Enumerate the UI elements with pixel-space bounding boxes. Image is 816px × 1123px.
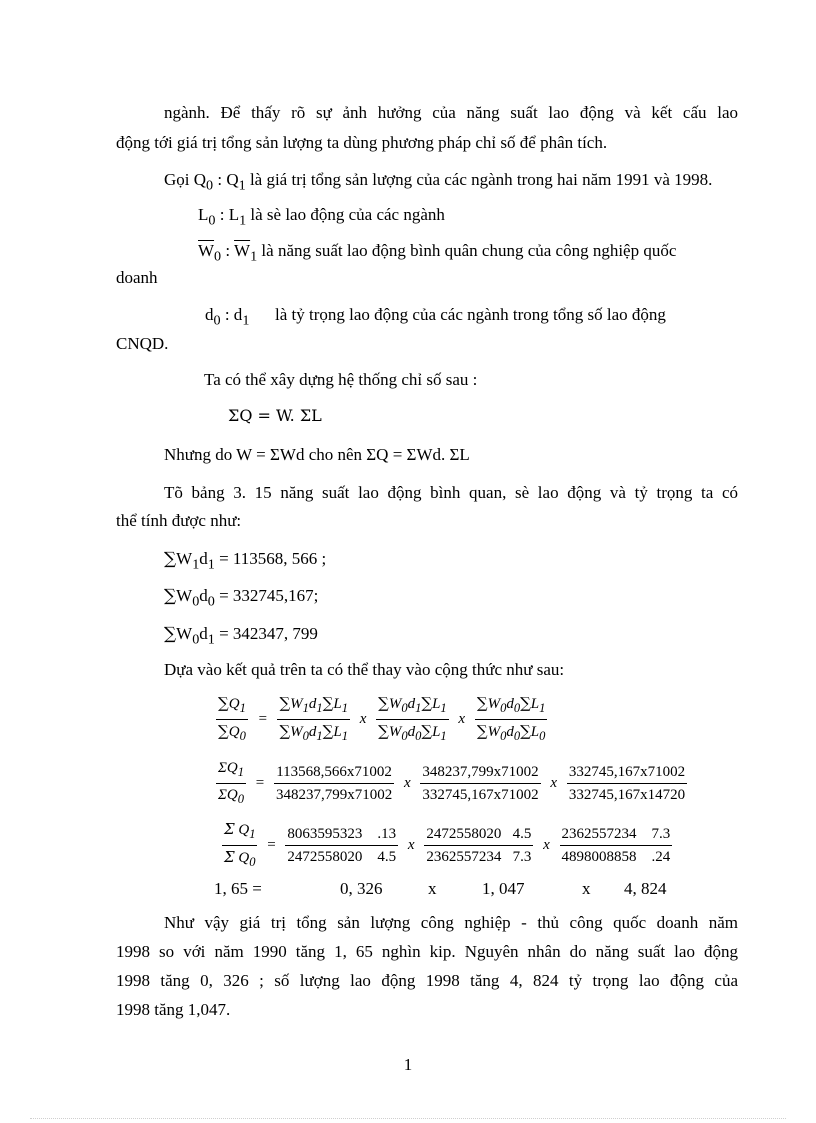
fraction: $\frac{\sum W_1d_1\sum L_1}{\sum W_0d_1\sum L_1}$ — [279, 694, 348, 743]
definition-w: $\overline{W}_0$ : $\overline{W}_1$ là năng suất lao động bình quân chung của công nghiệp quốc — [198, 241, 677, 265]
text-fragment: Gọi Q — [164, 170, 207, 189]
definition-d: $d_0$ : $d_1$ là tỷ trọng lao động của các ngành trong tổng số lao động — [205, 305, 666, 329]
text-fragment: = 342347, 799 — [214, 624, 318, 643]
definition-q: Gọi $Q_0$ : $Q_1$ là giá trị tổng sản lượng của các ngành trong hai năm 1991 và 1998. — [164, 170, 713, 194]
paragraph-line: 1998 tăng 0, 326 ; số lượng lao động 1998 tăng 4, 824 tỷ trọng lao động của — [116, 971, 738, 990]
paragraph-line: doanh — [116, 268, 158, 287]
result-lhs: 1, 65 = — [214, 879, 262, 898]
fraction: $\frac{\sum W_0d_0\sum L_1}{\sum W_0d_0\sum L_0}$ — [476, 694, 546, 743]
text-fragment: ΣQ — [218, 760, 238, 776]
text-fragment: là tỷ trọng lao động của các ngành trong tổng số lao động — [275, 305, 666, 324]
fraction: $\frac{\sum Q_1}{\sum Q_0}$ — [218, 694, 246, 743]
text-fragment: là giá trị tổng sản lượng của các ngành trong hai năm 1991 và 1998. — [245, 170, 713, 189]
paragraph-line: Ta có thể xây dựng hệ thống chỉ số sau : — [204, 370, 478, 389]
formula-numeric-1: $\frac{\Sigma Q_1}{\Sigma Q_0}$ = $\frac{113568,566x71002}{348237,799x71002}$ x $\frac{348237,799x71002}{332745,167x71002}$ x $\frac{332745,167x71002}{332745,167x14720}$ — [216, 757, 687, 810]
sum-line: $\sum W_1d_1 = 113568$, 566 ; — [164, 549, 327, 573]
paragraph-line: động tới giá trị tổng sản lượng ta dùng phương pháp chỉ số để phân tích. — [116, 133, 608, 152]
fraction: $\frac{8063595323 .13}{2472558020 4.5}$ — [285, 823, 398, 868]
result-multiply: x — [582, 879, 591, 898]
paragraph-line: CNQD. — [116, 334, 169, 353]
footer-divider — [30, 1118, 786, 1119]
paragraph-line: Nhưng do W = ΣWd cho nên ΣQ = ΣWd. ΣL — [164, 445, 470, 464]
fraction: $\frac{\sum W_0d_1\sum L_1}{\sum W_0d_0\sum L_1}$ — [378, 694, 447, 743]
text-fragment: = 332745,167; — [214, 586, 319, 605]
result-value: 4, 824 — [624, 879, 667, 898]
fraction: $\frac{2472558020 4.5}{2362557234 7.3}$ — [424, 823, 533, 868]
paragraph-line: Như vậy giá trị tổng sản lượng công nghiệp - thủ công quốc doanh năm — [164, 913, 738, 932]
fraction: $\frac{\Sigma Q_1}{\Sigma Q_0}$ — [224, 820, 256, 869]
paragraph-line: 1998 tăng 1,047. — [116, 1000, 231, 1019]
equation-line: ΣQ = W. ΣL — [228, 406, 322, 425]
page-number: 1 — [403, 1055, 413, 1074]
text-fragment: là năng suất lao động bình quân chung của công nghiệp quốc — [257, 241, 677, 260]
formula-symbolic: $\frac{\sum Q_1}{\sum Q_0}$ = $\frac{\sum W_1d_1\sum L_1}{\sum W_0d_1\sum L_1}$ x $\frac{\sum W_0d_1\sum L_1}{\sum W_0d_0\sum L_1}$ x $\frac{\sum W_0d_0\sum L_1}{\sum W_0d_0\sum L_0}$ — [216, 692, 547, 747]
paragraph-line: Tõ bảng 3. 15 năng suất lao động bình quan, sè lao động và tỷ trọng ta có — [164, 483, 738, 502]
fraction: $\frac{2362557234 7.3}{4898008858 .24}$ — [560, 823, 673, 868]
result-multiply: x — [428, 879, 437, 898]
text-fragment: là sè lao động của các ngành — [246, 205, 445, 224]
result-value: 1, 047 — [482, 879, 525, 898]
text-fragment: = 113568, 566 ; — [214, 549, 327, 568]
paragraph-line: ngành. Để thấy rõ sự ảnh hưởng của năng suất lao động và kết cấu lao — [164, 103, 738, 122]
sum-line: $\sum W_0d_0 = 332745,167$; — [164, 586, 319, 610]
paragraph-line: 1998 so với năm 1990 tăng 1, 65 nghìn kip. Nguyên nhân do năng suất lao động — [116, 942, 738, 961]
fraction: $\frac{113568,566x71002}{348237,799x71002}$ — [274, 761, 394, 806]
sum-line: $\sum W_0d_1 = 342347$, 799 — [164, 624, 318, 648]
definition-l: $L_0$ : $L_1$ là sè lao động của các ngành — [198, 205, 445, 229]
fraction: $\frac{\Sigma Q_1}{\Sigma Q_0}$ — [216, 757, 246, 810]
paragraph-line: Dựa vào kết quả trên ta có thể thay vào cộng thức như sau: — [164, 660, 565, 679]
paragraph-line: thể tính được như: — [116, 511, 242, 530]
fraction: $\frac{348237,799x71002}{332745,167x71002}$ — [420, 761, 540, 806]
text-fragment: ΣQ — [218, 787, 238, 803]
result-value: 0, 326 — [340, 879, 383, 898]
formula-numeric-2: $\frac{\Sigma Q_1}{\Sigma Q_0}$ = $\frac{8063595323 .13}{2472558020 4.5}$ x $\frac{2472558020 4.5}{2362557234 7.3}$ x $\frac{2362557234 7.3}{4898008858 .24}$ — [222, 818, 672, 873]
fraction: $\frac{332745,167x71002}{332745,167x14720}$ — [567, 761, 687, 806]
